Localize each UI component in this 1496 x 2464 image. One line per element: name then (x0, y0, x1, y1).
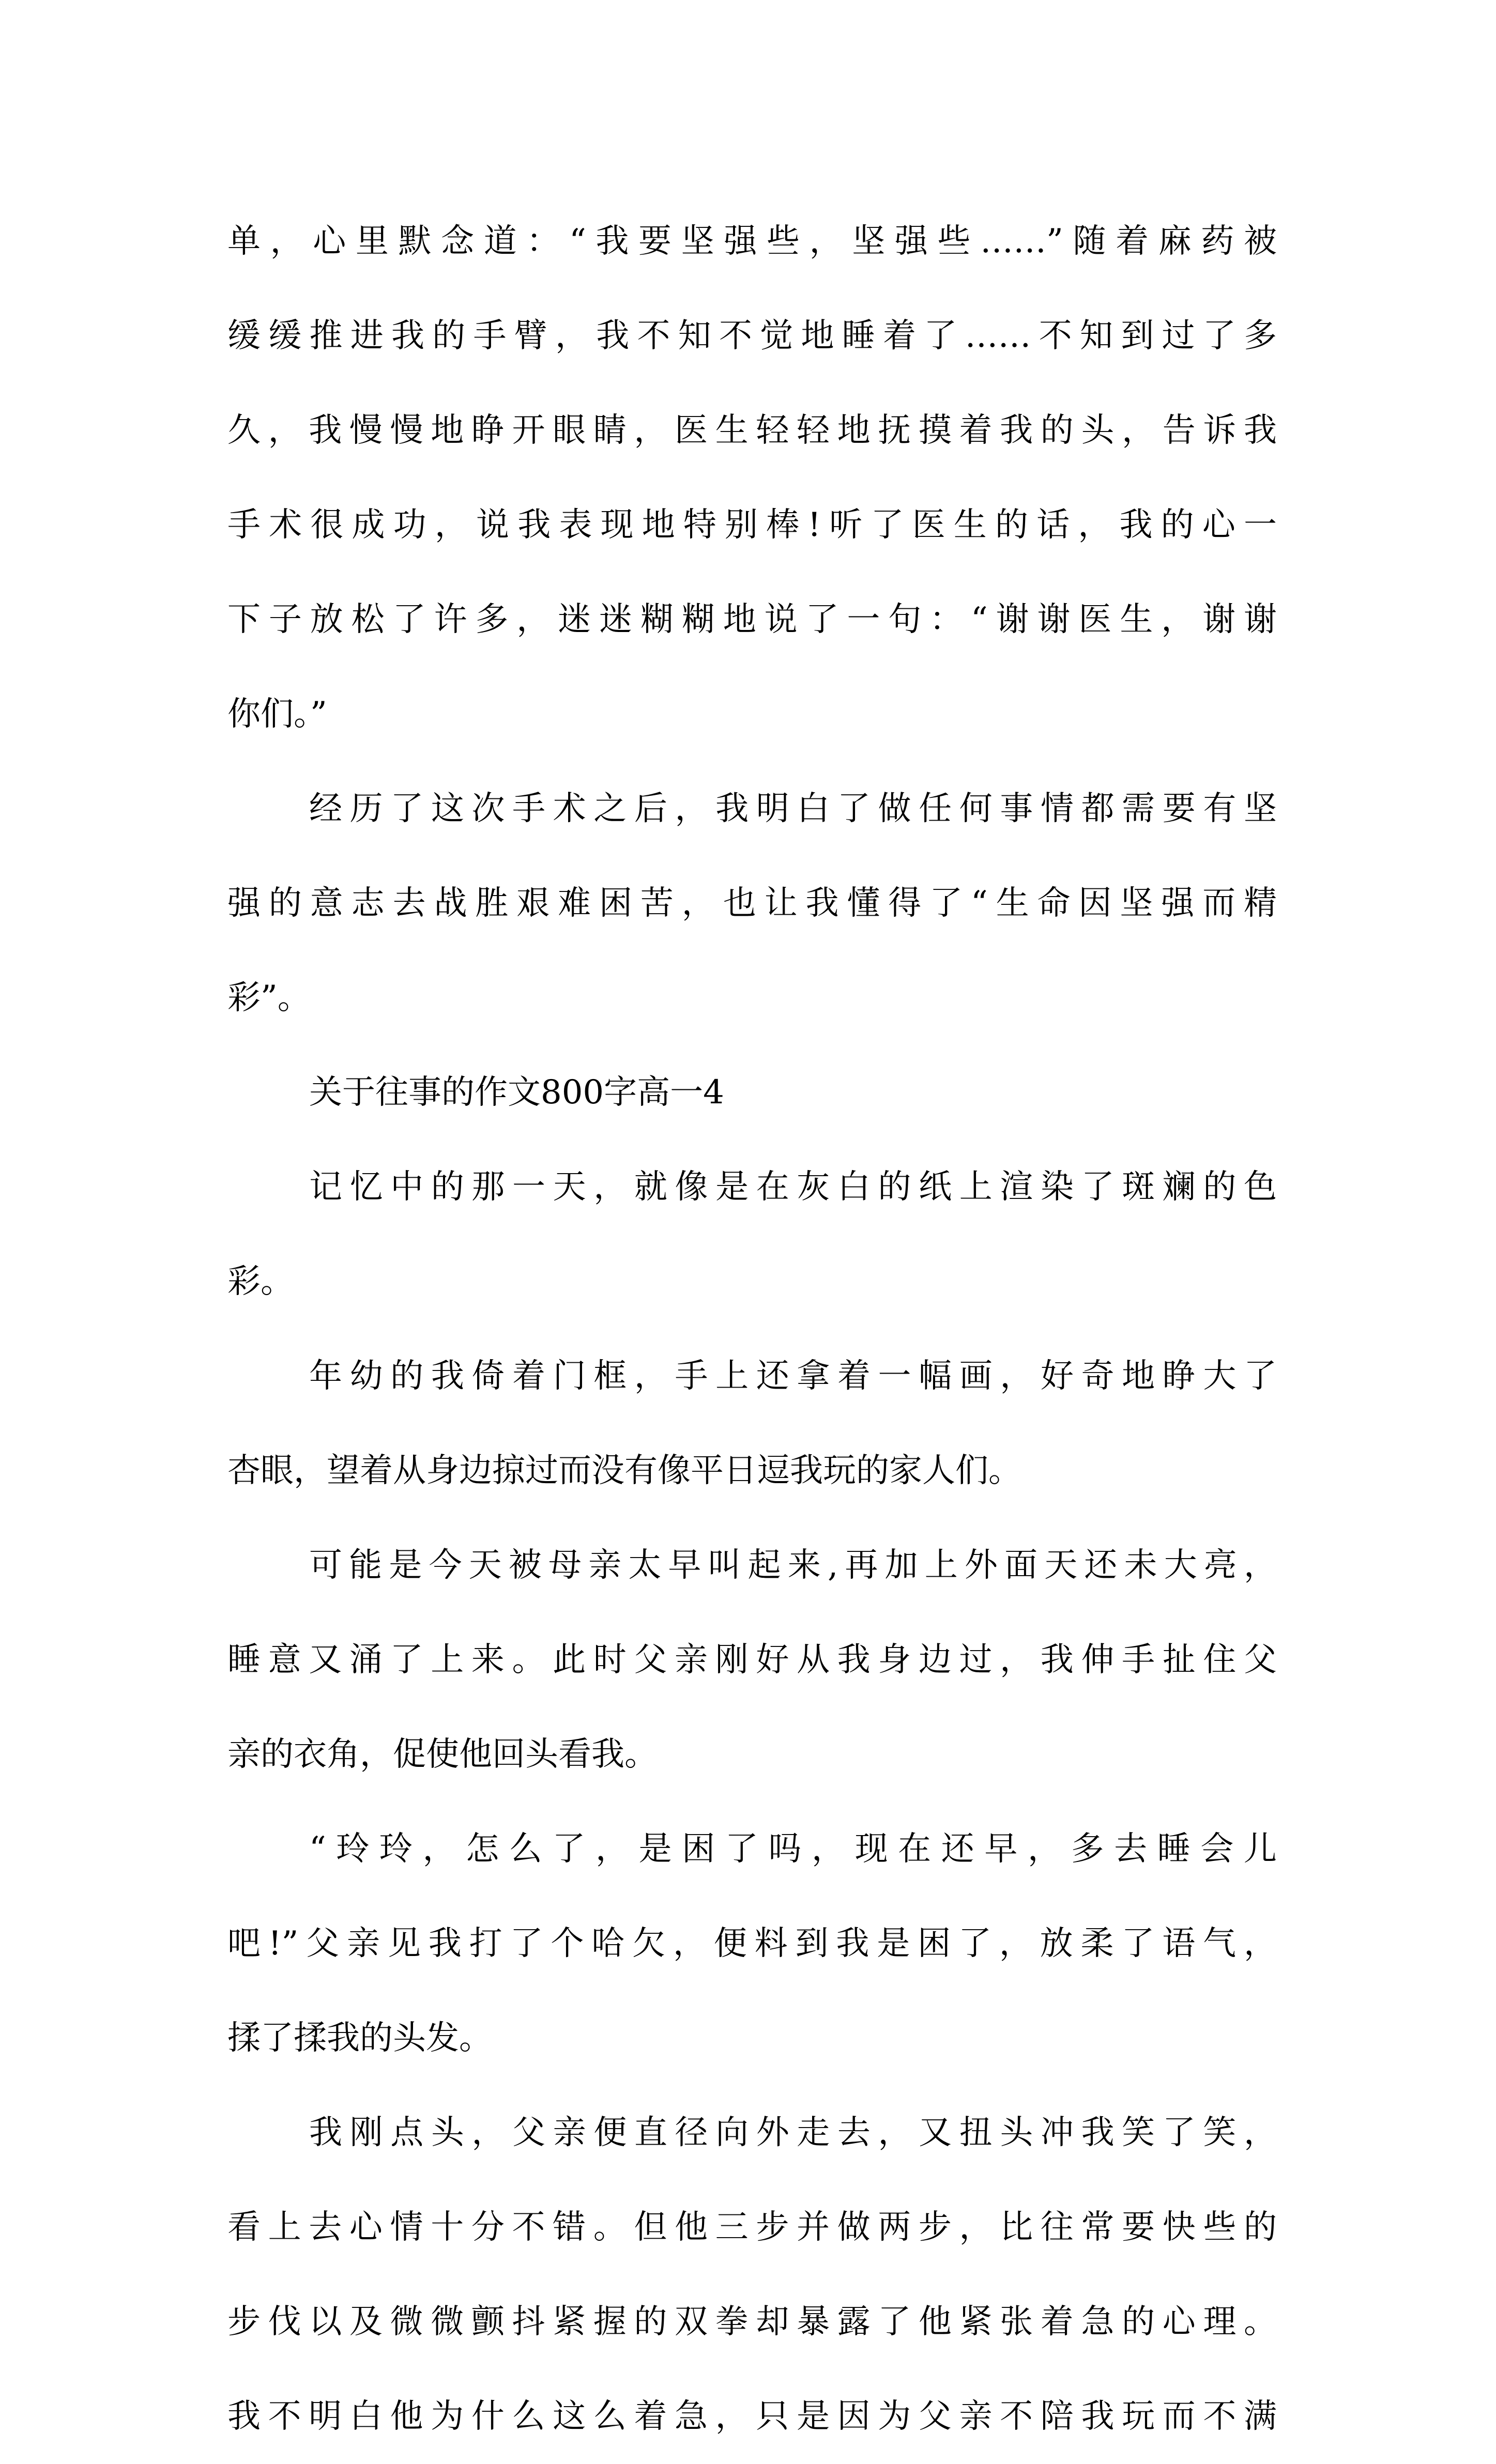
text-line: 亲的衣角，促使他回头看我。 (227, 1735, 658, 1774)
text-line: 下子放松了许多，迷迷糊糊地说了一句：“谢谢医生，谢谢 (227, 600, 1277, 639)
text-line: 我不明白他为什么这么着急，只是因为父亲不陪我玩而不满 (227, 2397, 1277, 2436)
text-line: 吧!”父亲见我打了个哈欠，便料到我是困了，放柔了语气， (227, 1924, 1277, 1963)
text-line: 可能是今天被母亲太早叫起来,再加上外面天还未大亮， (309, 1546, 1277, 1584)
body-text (227, 194, 1277, 2464)
text-line: 经历了这次手术之后，我明白了做任何事情都需要有坚 (309, 790, 1277, 828)
text-line: 彩”。 (227, 979, 311, 1017)
essay-heading: 关于往事的作文800字高一4 (309, 1073, 724, 1112)
text-line: 杏眼，望着从身边掠过而没有像平日逗我玩的家人们。 (227, 1452, 1021, 1490)
text-line: 睡意又涌了上来。此时父亲刚好从我身边过，我伸手扯住父 (227, 1641, 1277, 1679)
text-line: 你们。” (227, 695, 327, 733)
text-line: 单，心里默念道：“我要坚强些，坚强些……”随着麻药被 (227, 222, 1277, 260)
text-line: 彩。 (227, 1262, 294, 1301)
text-line: 缓缓推进我的手臂，我不知不觉地睡着了……不知到过了多 (227, 317, 1277, 355)
text-line: 我刚点头，父亲便直径向外走去，又扭头冲我笑了笑， (309, 2114, 1277, 2152)
text-line: 强的意志去战胜艰难困苦，也让我懂得了“生命因坚强而精 (227, 884, 1277, 922)
text-line: 记忆中的那一天，就像是在灰白的纸上渲染了斑斓的色 (309, 1168, 1277, 1206)
text-line: 步伐以及微微颤抖紧握的双拳却暴露了他紧张着急的心理。 (227, 2303, 1277, 2341)
text-line: 年幼的我倚着门框，手上还拿着一幅画，好奇地睁大了 (309, 1357, 1277, 1395)
text-line: 揉了揉我的头发。 (227, 2019, 492, 2057)
text-line: 看上去心情十分不错。但他三步并做两步，比往常要快些的 (227, 2208, 1277, 2246)
text-line: “玲玲，怎么了，是困了吗，现在还早，多去睡会儿 (309, 1830, 1277, 1868)
text-line: 久，我慢慢地睁开眼睛，医生轻轻地抚摸着我的头，告诉我 (227, 411, 1277, 450)
text-line: 手术很成功，说我表现地特别棒!听了医生的话，我的心一 (227, 506, 1277, 544)
